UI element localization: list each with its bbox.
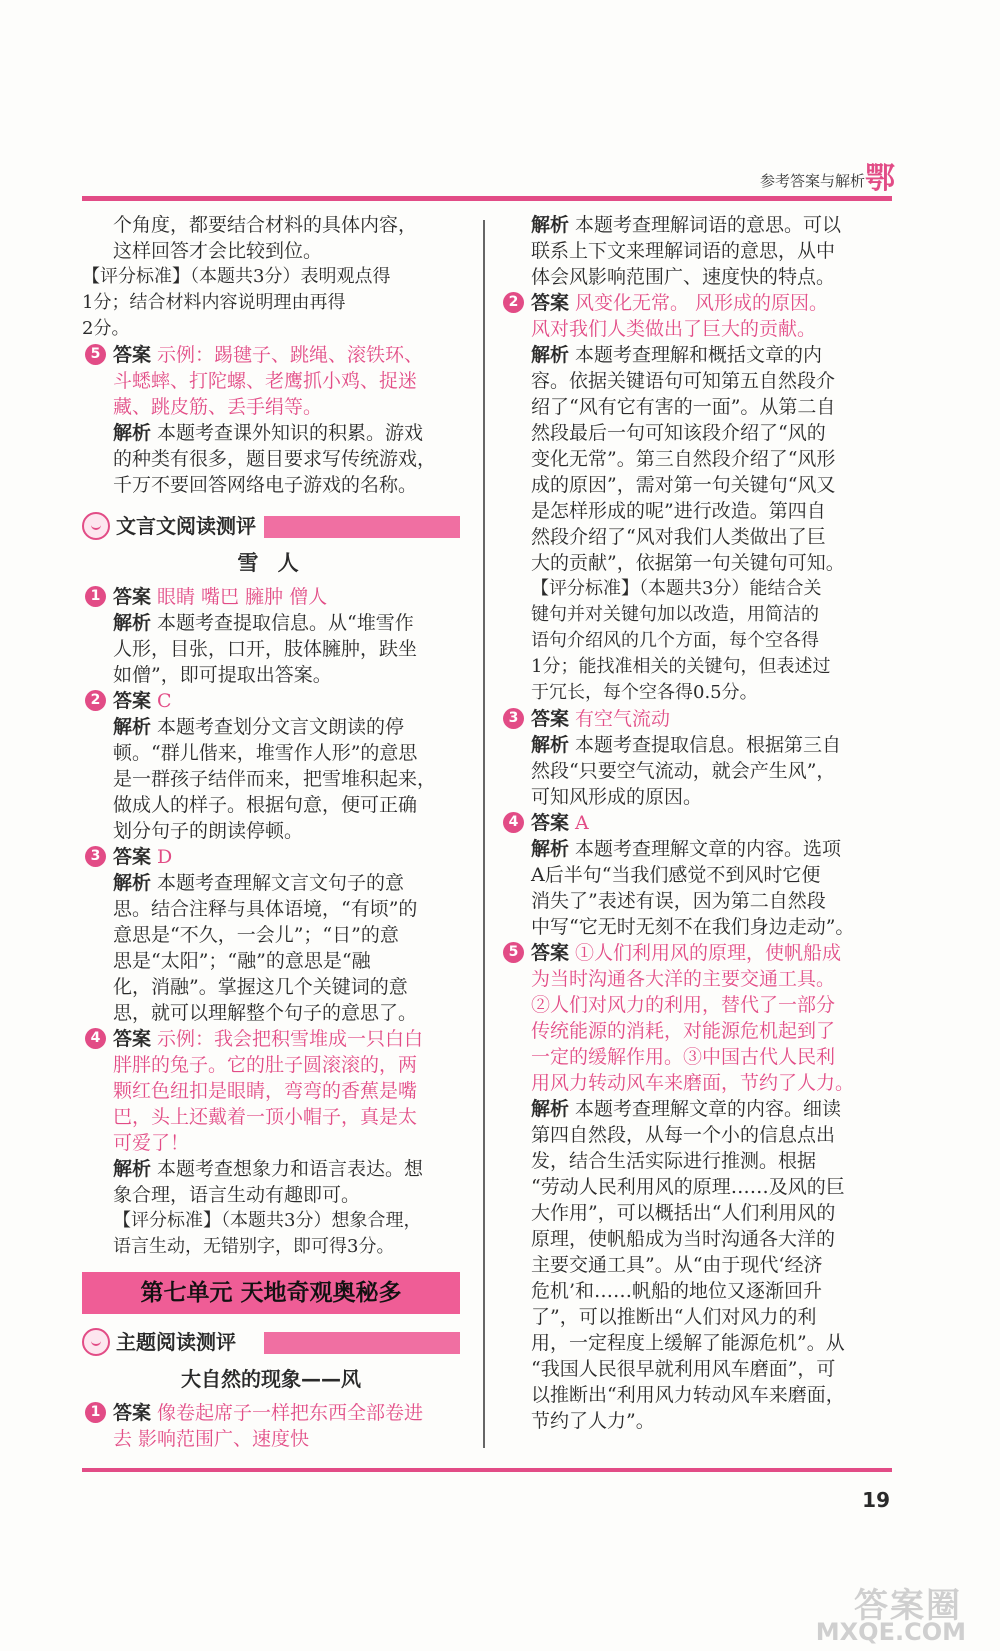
scoring-standard: 【评分标准】（本题共3分）表明观点得 [82, 266, 391, 287]
analysis-text: 划分句子的朗读停顿。 [113, 820, 304, 842]
analysis-text: 用，一定程度上缓解了能源危机”。从 [531, 1332, 845, 1354]
scoring-standard: 1分；能找准相关的关键句，但表述过 [531, 656, 831, 677]
analysis-text: 本题考查想象力和语言表达。想 [157, 1158, 424, 1180]
analysis-text: 变化无常”。第三自然段介绍了“风形 [531, 448, 836, 470]
answer-line [531, 940, 892, 966]
analysis-text: 意思是“不久，一会儿”；“日”的意 [113, 924, 399, 946]
analysis-label: 解析 [531, 344, 570, 366]
answer-text: 风对我们人类做出了巨大的贡献。 [531, 318, 817, 340]
question-number: 1 [85, 586, 106, 607]
question-number: 3 [503, 708, 524, 729]
column-divider [483, 220, 485, 1448]
answer-text: A [575, 812, 589, 834]
answer-text: 可爱了！ [113, 1132, 190, 1154]
answer-label: 答案 [113, 690, 152, 712]
answer-line [531, 810, 892, 836]
analysis-text: 本题考查提取信息。根据第三自 [575, 734, 842, 756]
analysis-line [531, 836, 892, 862]
answer-text: 眼睛 嘴巴 臃肿 僧人 [157, 586, 328, 608]
page-header [0, 0, 1000, 200]
analysis-line [113, 714, 460, 740]
carryover-text [82, 212, 460, 264]
analysis-label: 解析 [531, 1098, 570, 1120]
analysis-text: 消失了”表述有误，因为第二自然段 [531, 890, 826, 912]
analysis-text: 本题考查课外知识的积累。游戏 [157, 422, 424, 444]
question-number: 5 [503, 942, 524, 963]
analysis-line [113, 870, 460, 896]
analysis-line [531, 1096, 892, 1122]
question-item [82, 688, 460, 844]
answer-text: C [157, 690, 172, 712]
analysis-label: 解析 [531, 214, 570, 236]
analysis-text: 联系上下文来理解词语的意思，从中 [531, 240, 836, 262]
analysis-text: 本题考查理解和概括文章的内 [575, 344, 823, 366]
answer-line [113, 1026, 460, 1052]
watermark-logo: 答案圈 [854, 1586, 962, 1626]
analysis-text: 人形，目张，口开，肢体臃肿，趺坐 [113, 638, 418, 660]
analysis-text: 思。结合注释与具体语境，“有顷”的 [113, 898, 418, 920]
question-number: 1 [85, 1402, 106, 1423]
analysis-text: “我国人民很早就利用风车磨面”，可 [531, 1358, 836, 1380]
section-title: 文言文阅读测评 [116, 514, 256, 538]
analysis-text: 化，消融”。掌握这几个关键词的意 [113, 976, 408, 998]
analysis-line [113, 610, 460, 636]
answer-text: 风变化无常。 风形成的原因。 [575, 292, 829, 314]
question-item [82, 1400, 460, 1452]
answer-text: 一定的缓解作用。③中国古代人民利 [531, 1046, 836, 1068]
answer-text: 有空气流动 [575, 708, 671, 730]
analysis-text: 成的原因”，需对第一句关键句“风又 [531, 474, 836, 496]
analysis-label: 解析 [531, 734, 570, 756]
analysis-text: 是怎样形成的呢”进行改造。第四自 [531, 500, 826, 522]
analysis-text: “劳动人民利用风的原理……及风的巨 [531, 1176, 845, 1198]
answer-line [113, 342, 460, 368]
question-number: 5 [85, 344, 106, 365]
right-column [500, 212, 892, 1434]
section-bar [264, 516, 460, 538]
question-item [500, 940, 892, 1434]
analysis-text: 本题考查提取信息。从“堆雪作 [157, 612, 414, 634]
reader-icon [82, 512, 110, 540]
analysis-text: 千万不要回答网络电子游戏的名称。 [113, 474, 418, 496]
analysis-text: 绍了“风有它有害的一面”。从第二自 [531, 396, 836, 418]
question-number: 2 [85, 690, 106, 711]
answer-text: 为当时沟通各大洋的主要交通工具。 [531, 968, 836, 990]
scoring-standard: 【评分标准】（本题共3分）能结合关 [531, 578, 822, 599]
analysis-text: 体会风影响范围广、速度快的特点。 [531, 266, 836, 288]
answer-label: 答案 [113, 1028, 152, 1050]
analysis-text: 如僧”，即可提取出答案。 [113, 664, 332, 686]
analysis-label: 解析 [113, 872, 152, 894]
analysis-text: 可知风形成的原因。 [531, 786, 703, 808]
analysis-text: 顿。“群儿偕来，堆雪作人形”的意思 [113, 742, 418, 764]
question-number: 2 [503, 292, 524, 313]
answer-line [531, 706, 892, 732]
scoring-standard: 语言生动，无错别字，即可得3分。 [113, 1236, 395, 1257]
section-title: 主题阅读测评 [116, 1330, 236, 1354]
analysis-text: 本题考查理解文言文句子的意 [157, 872, 405, 894]
answer-text: 示例：我会把积雪堆成一只白白 [157, 1028, 424, 1050]
analysis-text: 大作用”，可以概括出“人们利用风的 [531, 1202, 836, 1224]
article-title: 大自然的现象——风 [181, 1367, 361, 1391]
scoring-standard: 【评分标准】（本题共3分）想象合理， [113, 1210, 422, 1231]
analysis-text: 以推断出“利用风力转动风车来磨面， [531, 1384, 845, 1406]
article-title: 雪 人 [237, 550, 305, 575]
unit-banner: 第七单元 天地奇观奥秘多 [82, 1272, 460, 1314]
header-badge: 鄂 [865, 161, 895, 196]
answer-text: D [157, 846, 173, 868]
answer-line [531, 290, 892, 316]
scoring-standard: 1分；结合材料内容说明理由再得 [82, 292, 346, 313]
section-heading [82, 1326, 460, 1358]
question-item [500, 290, 892, 706]
analysis-text: 节约了人力”。 [531, 1410, 655, 1432]
answer-label: 答案 [531, 812, 570, 834]
analysis-text: 了”，可以推断出“人们对风力的利 [531, 1306, 817, 1328]
scoring-block [82, 264, 460, 342]
answer-text: ②人们对风力的利用，替代了一部分 [531, 994, 836, 1016]
analysis-text: 思是“太阳”；“融”的意思是“融 [113, 950, 371, 972]
answer-label: 答案 [113, 846, 152, 868]
analysis-label: 解析 [113, 422, 152, 444]
answer-label: 答案 [113, 586, 152, 608]
question-number: 3 [85, 846, 106, 867]
answer-text: 用风力转动风车来磨面，节约了人力。 [531, 1072, 855, 1094]
section-heading [82, 510, 460, 542]
analysis-text: 然段“只要空气流动，就会产生风”， [531, 760, 836, 782]
answer-text: 斗蟋蟀、打陀螺、老鹰抓小鸡、捉迷 [113, 370, 418, 392]
answer-text: 传统能源的消耗，对能源危机起到了 [531, 1020, 836, 1042]
scoring-standard: 键句并对关键句加以改造，用简洁的 [531, 604, 819, 625]
footer-rule [82, 1468, 892, 1472]
answer-text: 像卷起席子一样把东西全部卷进 [157, 1402, 424, 1424]
analysis-text: 是一群孩子结伴而来，把雪堆积起来， [113, 768, 437, 790]
analysis-line [113, 1156, 460, 1182]
question-item [82, 584, 460, 688]
analysis-text: 原理，使帆船成为当时沟通各大洋的 [531, 1228, 836, 1250]
analysis-text: 本题考查划分文言文朗读的停 [157, 716, 405, 738]
watermark-url: MXQE.COM [815, 1618, 966, 1646]
analysis-line [531, 732, 892, 758]
header-rule [82, 196, 892, 201]
analysis-text: 本题考查理解词语的意思。可以 [575, 214, 842, 236]
analysis-continued [500, 212, 892, 290]
left-column [82, 212, 460, 1452]
question-item [500, 810, 892, 940]
answer-label: 答案 [113, 344, 152, 366]
page-number: 19 [862, 1488, 890, 1512]
body-text: 这样回答才会比较到位。 [113, 240, 323, 262]
analysis-text: 容。依据关键语句可知第五自然段介 [531, 370, 836, 392]
analysis-label: 解析 [531, 838, 570, 860]
analysis-label: 解析 [113, 612, 152, 634]
analysis-label: 解析 [113, 1158, 152, 1180]
question-number: 4 [85, 1028, 106, 1049]
scoring-standard: 语句介绍风的几个方面，每个空各得 [531, 630, 819, 651]
section-bar [264, 1332, 460, 1354]
analysis-text: 中写“它无时无刻不在我们身边走动”。 [531, 916, 855, 938]
question-item [82, 342, 460, 498]
answer-label: 答案 [531, 942, 570, 964]
analysis-text: A后半句“当我们感觉不到风时它便 [531, 864, 821, 886]
answer-label: 答案 [113, 1402, 152, 1424]
analysis-text: 主要交通工具”。从“由于现代‘经济 [531, 1254, 823, 1276]
analysis-text: 然段最后一句可知该段介绍了“风的 [531, 422, 826, 444]
analysis-text: 象合理，语言生动有趣即可。 [113, 1184, 361, 1206]
answer-text: 胖胖的兔子。它的肚子圆滚滚的，两 [113, 1054, 418, 1076]
analysis-line [531, 212, 892, 238]
analysis-text: 本题考查理解文章的内容。细读 [575, 1098, 842, 1120]
answer-label: 答案 [531, 708, 570, 730]
question-item [82, 1026, 460, 1260]
answer-line [113, 844, 460, 870]
answer-text: 巴，头上还戴着一顶小帽子，真是太 [113, 1106, 418, 1128]
answer-label: 答案 [531, 292, 570, 314]
answer-text: 示例：踢毽子、跳绳、滚铁环、 [157, 344, 424, 366]
analysis-text: 危机’和……帆船的地位又逐渐回升 [531, 1280, 823, 1302]
question-item [500, 706, 892, 810]
analysis-text: 的种类有很多，题目要求写传统游戏， [113, 448, 437, 470]
body-text: 个角度，都要结合材料的具体内容， [113, 214, 418, 236]
analysis-line [531, 342, 892, 368]
answer-line [113, 584, 460, 610]
answer-text: 颗红色纽扣是眼睛，弯弯的香蕉是嘴 [113, 1080, 418, 1102]
analysis-text: 思，就可以理解整个句子的意思了。 [113, 1002, 418, 1024]
question-number: 4 [503, 812, 524, 833]
analysis-text: 第四自然段，从每一个小的信息点出 [531, 1124, 836, 1146]
analysis-text: 然段介绍了“风对我们人类做出了巨 [531, 526, 826, 548]
header-title: 参考答案与解析 [759, 172, 865, 190]
scoring-standard: 2分。 [82, 318, 130, 339]
answer-text: ①人们利用风的原理，使帆船成 [575, 942, 842, 964]
answer-line [113, 688, 460, 714]
answer-text: 去 影响范围广、速度快 [113, 1428, 310, 1450]
analysis-text: 大的贡献”，依据第一句关键句可知。 [531, 552, 845, 574]
reader-icon [82, 1328, 110, 1356]
answer-line [113, 1400, 460, 1426]
question-item [82, 844, 460, 1026]
analysis-line [113, 420, 460, 446]
analysis-text: 本题考查理解文章的内容。选项 [575, 838, 842, 860]
analysis-label: 解析 [113, 716, 152, 738]
answer-text: 藏、跳皮筋、丢手绢等。 [113, 396, 323, 418]
scoring-standard: 于冗长，每个空各得0.5分。 [531, 682, 758, 703]
analysis-text: 发，结合生活实际进行推测。根据 [531, 1150, 817, 1172]
analysis-text: 做成人的样子。根据句意，便可正确 [113, 794, 418, 816]
